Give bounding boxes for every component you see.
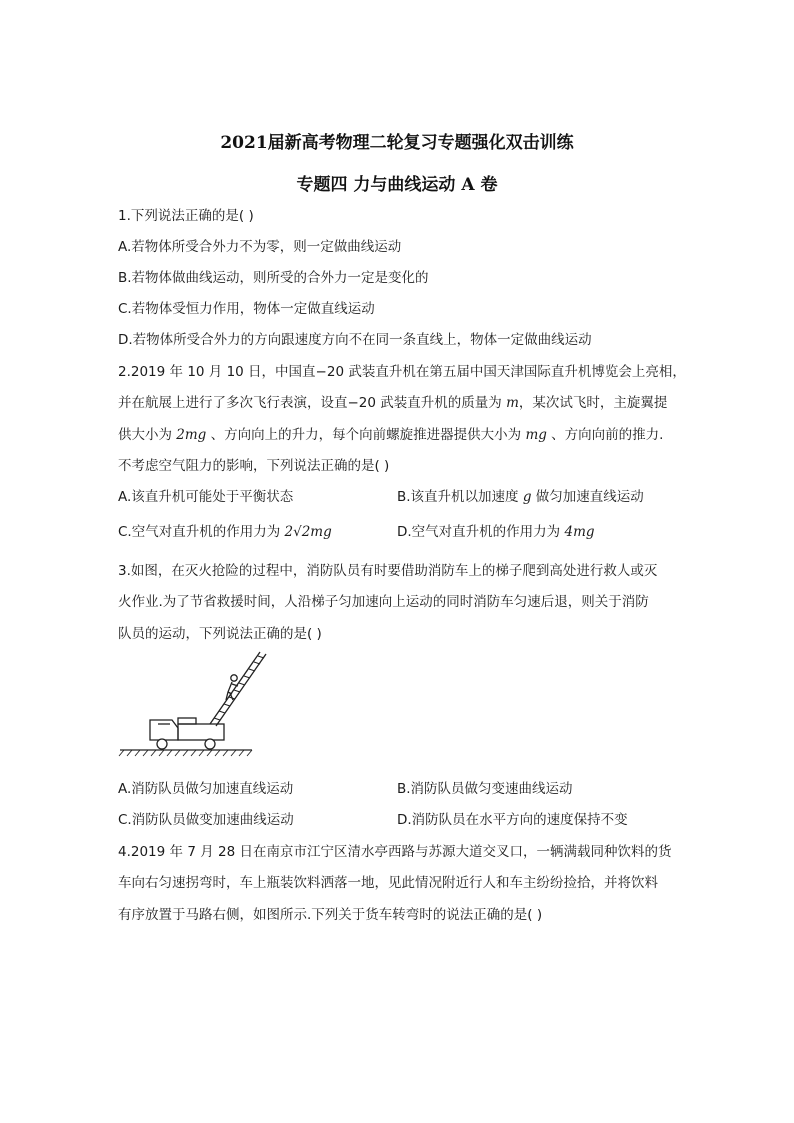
mass-symbol: m (506, 395, 519, 411)
q2-option-b (397, 487, 644, 507)
q1-option-c: C.若物体受恒力作用，物体一定做直线运动 (118, 301, 375, 317)
q2-stem-line4: 不考虑空气阻力的影响，下列说法正确的是( ) (118, 458, 390, 474)
q2-option-a: A.该直升机可能处于平衡状态 (118, 489, 294, 505)
force-expr-d: 4mg (564, 524, 595, 540)
q2-text: 供大小为 (118, 427, 177, 443)
q3-option-a: A.消防队员做匀加速直线运动 (118, 781, 294, 797)
q4-stem-line3: 有序放置于马路右侧，如图所示.下列关于货车转弯时的说法正确的是( ) (118, 907, 543, 923)
lift-force-expr: 2mg (176, 427, 207, 443)
q3-option-c: C.消防队员做变加速曲线运动 (118, 812, 294, 828)
fire-truck-ladder-figure (118, 646, 288, 760)
q2-text: ，某次试飞时，主旋翼提 (518, 395, 668, 411)
q2-stem-line3 (118, 425, 663, 445)
truck-box (178, 718, 196, 724)
q2-option-b-text: B.该直升机以加速度 (397, 489, 523, 505)
q3-stem-line1: 3.如图，在灭火抢险的过程中，消防队员有时要借助消防车上的梯子爬到高处进行救人或灭 (118, 563, 658, 579)
ground-hatching (119, 750, 252, 756)
document-subtitle: 专题四 力与曲线运动 A 卷 (296, 175, 498, 195)
truck-cab (150, 720, 178, 740)
q3-option-b: B.消防队员做匀变速曲线运动 (397, 781, 573, 797)
q1-option-a: A.若物体所受合外力不为零，则一定做曲线运动 (118, 239, 402, 255)
q2-text: 、方向向前的推力. (546, 427, 664, 443)
q2-text: 、方向向上的升力，每个向前螺旋推进器提供大小为 (206, 427, 526, 443)
gravity-symbol: g (522, 489, 532, 505)
q2-option-c-text: C.空气对直升机的作用力为 (118, 524, 285, 540)
q4-stem-line1: 4.2019 年 7 月 28 日在南京市江宁区清水亭西路与苏源大道交叉口，一辆满载同种饮料的货 (118, 844, 672, 860)
force-expr-c: 2√2mg (284, 524, 332, 540)
ladder (210, 652, 266, 726)
q2-option-c (118, 522, 332, 542)
q3-stem-line3: 队员的运动，下列说法正确的是( ) (118, 626, 322, 642)
q2-stem-line1: 2.2019 年 10 月 10 日，中国直−20 武装直升机在第五届中国天津国际直升机博览会上亮相， (118, 364, 686, 380)
q1-stem: 1.下列说法正确的是( ) (118, 208, 254, 224)
q2-text: 并在航展上进行了多次飞行表演，设直−20 武装直升机的质量为 (118, 395, 507, 411)
q1-option-b: B.若物体做曲线运动，则所受的合外力一定是变化的 (118, 270, 429, 286)
q2-option-d (397, 522, 595, 542)
q3-stem-line2: 火作业.为了节省救援时间，人沿梯子匀加速向上运动的同时消防车匀速后退，则关于消防 (118, 594, 649, 610)
q2-option-d-text: D.空气对直升机的作用力为 (397, 524, 565, 540)
thrust-force-expr: mg (525, 427, 547, 443)
q2-stem-line2 (118, 393, 667, 413)
q3-option-d: D.消防队员在水平方向的速度保持不变 (397, 812, 628, 828)
truck-bed (178, 724, 224, 740)
document-title: 2021届新高考物理二轮复习专题强化双击训练 (220, 133, 574, 153)
rear-wheel (205, 739, 215, 749)
q4-stem-line2: 车向右匀速拐弯时，车上瓶装饮料洒落一地，见此情况附近行人和车主纷纷捡拾，并将饮料 (118, 875, 658, 891)
front-wheel (157, 739, 167, 749)
q1-option-d: D.若物体所受合外力的方向跟速度方向不在同一条直线上，物体一定做曲线运动 (118, 332, 592, 348)
q2-option-b-text: 做匀加速直线运动 (531, 489, 644, 505)
